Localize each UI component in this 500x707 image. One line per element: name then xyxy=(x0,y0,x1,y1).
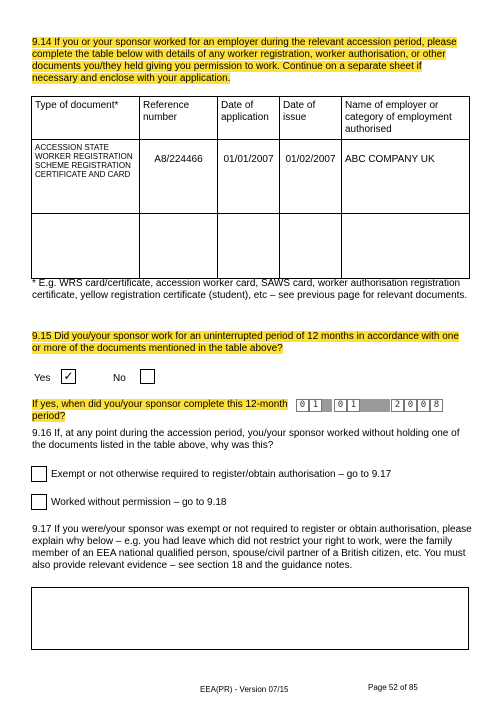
date-separator xyxy=(360,399,390,412)
year-digit[interactable]: 2 xyxy=(391,399,404,412)
question-9-16: 9.16 If, at any point during the accession period, you/your sponsor worked without holding one of the documents listed in the table above, why was this? xyxy=(32,428,460,451)
date-separator xyxy=(322,399,332,412)
cell-document-type[interactable]: ACCESSION STATE WORKER REGISTRATION SCHEME REGISTRATION CERTIFICATE AND CARD xyxy=(32,140,140,214)
question-9-15-followup xyxy=(32,399,296,423)
header-type-of-document: Type of document* xyxy=(32,97,140,140)
exempt-label: Exempt or not otherwise required to register/obtain authorisation – go to 9.17 xyxy=(51,469,392,480)
checkmark-icon: ✓ xyxy=(63,369,74,383)
year-digit[interactable]: 0 xyxy=(404,399,417,412)
header-date-of-issue: Date of issue xyxy=(280,97,342,140)
year-field[interactable] xyxy=(391,399,443,412)
year-digit[interactable]: 0 xyxy=(417,399,430,412)
yes-checkbox[interactable] xyxy=(61,369,76,384)
cell-date-of-application[interactable]: 01/01/2007 xyxy=(218,140,280,214)
month-field[interactable] xyxy=(334,399,360,412)
cell-date-of-issue[interactable]: 01/02/2007 xyxy=(280,140,342,214)
question-9-15-text: 9.15 Did you/your sponsor work for an uninterrupted period of 12 months in accordance with one or more of the documents mentioned in the table above? xyxy=(32,331,459,354)
empty-cell[interactable] xyxy=(218,214,280,279)
no-label: No xyxy=(113,373,126,384)
table-row xyxy=(32,140,470,214)
cell-employer-name[interactable]: ABC COMPANY UK xyxy=(342,140,470,214)
header-employer-name: Name of employer or category of employment authorised xyxy=(342,97,470,140)
month-digit[interactable]: 0 xyxy=(334,399,347,412)
form-version: EEA(PR) - Version 07/15 xyxy=(200,685,289,694)
question-9-14 xyxy=(32,37,462,85)
exempt-checkbox[interactable] xyxy=(31,466,47,482)
header-date-of-application: Date of application xyxy=(218,97,280,140)
page-number: Page 52 of 85 xyxy=(368,683,418,692)
day-field[interactable] xyxy=(296,399,322,412)
year-digit[interactable]: 8 xyxy=(430,399,443,412)
header-reference-number: Reference number xyxy=(140,97,218,140)
explanation-textarea[interactable] xyxy=(31,587,469,650)
yes-label: Yes xyxy=(34,373,51,384)
table-header-row xyxy=(32,97,470,140)
empty-cell[interactable] xyxy=(140,214,218,279)
without-permission-checkbox[interactable] xyxy=(31,494,47,510)
empty-cell[interactable] xyxy=(32,214,140,279)
without-permission-label: Worked without permission – go to 9.18 xyxy=(51,497,227,508)
day-digit[interactable]: 0 xyxy=(296,399,309,412)
question-9-14-text: 9.14 If you or your sponsor worked for an employer during the relevant accession period, please complete the table below with details of any worker registration, worker authorisation, or other documents you/they held giving you permission to work. Continue on a separate sheet if necessary and enclose with your application. xyxy=(32,37,457,84)
documents-table xyxy=(31,96,470,279)
cell-reference-number[interactable]: A8/224466 xyxy=(140,140,218,214)
table-footnote: * E.g. WRS card/certificate, accession worker card, SAWS card, worker authorisation registration certificate, yellow registration certificate (student), etc – see previous page for relevant documents. xyxy=(32,278,468,301)
no-checkbox[interactable] xyxy=(140,369,155,384)
month-digit[interactable]: 1 xyxy=(347,399,360,412)
empty-cell[interactable] xyxy=(280,214,342,279)
question-9-15 xyxy=(32,331,462,355)
question-9-15-followup-text: If yes, when did you/your sponsor complete this 12-month period? xyxy=(32,399,288,422)
question-9-17: 9.17 If you were/your sponsor was exempt or not required to register or obtain authorisation, please explain why below – e.g. you had leave which did not restrict your right to work, were the family member of an EEA national qualified person, spouse/civil partner of a British citizen, etc. You must also provide relevant evidence – see section 18 and the guidance notes. xyxy=(32,524,472,571)
table-row xyxy=(32,214,470,279)
day-digit[interactable]: 1 xyxy=(309,399,322,412)
empty-cell[interactable] xyxy=(342,214,470,279)
